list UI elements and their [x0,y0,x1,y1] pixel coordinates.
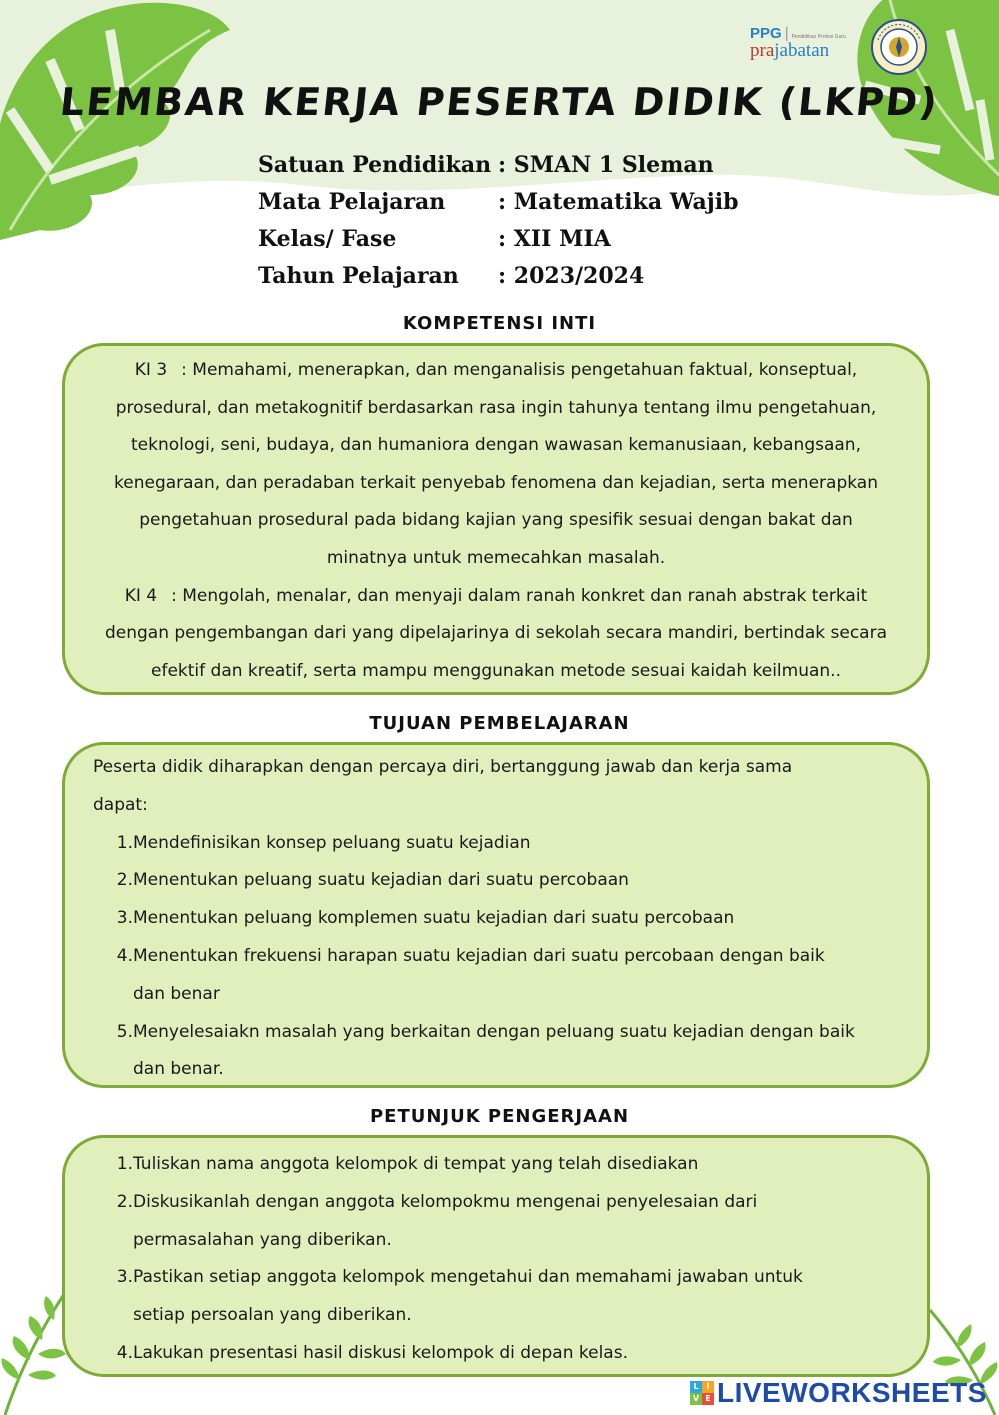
info-row [258,183,739,220]
ki3-text: : Memahami, menerapkan, dan menganalisis pengetahuan faktual, konseptual, [181,360,858,380]
ppg-logo-subtitle: Pendidikan Profesi Guru [791,34,846,40]
list-item-text: Menyelesaiakn masalah yang berkaitan dengan peluang suatu kejadian dengan baik [133,1021,855,1042]
info-block [258,146,739,294]
tujuan-intro-cont: dapat: [93,794,148,815]
info-value: : SMAN 1 Sleman [498,151,714,178]
list-item-number: 3. [116,1267,133,1288]
info-value: : Matematika Wajib [498,188,739,215]
list-item-text: Pastikan setiap anggota kelompok mengetahui dan memahami jawaban untuk [133,1267,803,1288]
list-item-number: 2. [116,870,133,891]
tujuan-box [62,742,930,1088]
ki3-line: minatnya untuk memecahkan masalah. [326,547,666,568]
list-item [115,1146,907,1184]
ki3-line: teknologi, seni, budaya, dan humaniora dengan wawasan kemanusiaan, kebangsaan, [131,435,861,456]
tujuan-list [115,825,907,1090]
list-item-text: Mendefinisikan konsep peluang suatu kejadian [133,832,531,853]
list-item-number: 2. [116,1191,133,1212]
list-item [115,825,907,863]
liveworksheets-logo[interactable] [690,1378,990,1408]
liveworksheets-mark-icon: L I V E [690,1381,714,1405]
list-item-text-cont: permasalahan yang diberikan. [133,1229,392,1250]
info-label: Satuan Pendidikan [258,151,492,178]
list-item-number: 4. [116,1342,133,1363]
info-label: Mata Pelajaran [258,188,446,215]
list-item [115,1335,907,1373]
prajabatan-text-b: jabatan [774,40,830,61]
info-row [258,146,739,183]
ki4-line: efektif dan kreatif, serta mampu menggunakan metode sesuai kaidah keilmuan.. [151,660,841,681]
list-item-text: Diskusikanlah dengan anggota kelompokmu mengenai penyelesaian dari [133,1191,758,1212]
page-title: LEMBAR KERJA PESERTA DIDIK (LKPD) [57,80,942,124]
info-label: Tahun Pelajaran [258,262,459,289]
list-item [115,938,907,1014]
ki3-line: prosedural, dan metakognitif berdasarkan rasa ingin tahunya tentang ilmu pengetahuan, [115,397,877,418]
tujuan-intro: Peserta didik diharapkan dengan percaya diri, bertanggung jawab dan kerja sama [93,757,793,777]
ki4-label: KI 4 [124,585,158,606]
tujuan-heading: TUJUAN PEMBELAJARAN [369,713,630,734]
ppg-prajabatan-logo: PPG | Pendidikan Profesi Guru prajabatan [750,25,846,61]
list-item-number: 1. [116,1154,133,1174]
petunjuk-heading: PETUNJUK PENGERJAAN [369,1106,630,1127]
ki4-first-line [79,578,913,616]
list-item-text-cont: setiap persoalan yang diberikan. [133,1305,412,1326]
prajabatan-text-a: pra [750,40,775,61]
info-row [258,220,739,257]
info-value: : XII MIA [498,225,611,252]
list-item [115,900,907,938]
list-item-text-cont: dan benar [133,983,220,1004]
ppg-logo-text: PPG [750,25,782,42]
list-item-text-cont: dan benar. [133,1059,224,1080]
kompetensi-box [62,343,930,695]
ki3-line: pengetahuan prosedural pada bidang kajian yang spesifik sesuai dengan bakat dan [139,510,853,531]
list-item-number: 1. [116,832,133,853]
list-item-number: 5. [116,1021,133,1042]
list-item [115,1184,907,1260]
list-item [115,1014,907,1090]
ki3-line: kenegaraan, dan peradaban terkait penyebab fenomena dan kejadian, serta menerapkan [114,472,878,493]
list-item-text: Lakukan presentasi hasil diskusi kelompok di depan kelas. [133,1342,628,1363]
petunjuk-list [115,1146,907,1373]
liveworksheets-brand: LIVEWORKSHEETS [717,1377,987,1408]
list-item-number: 3. [116,908,133,929]
list-item-text: Menentukan frekuensi harapan suatu kejadian dari suatu percobaan dengan baik [133,945,825,966]
ki3-first-line [79,352,913,390]
ki3-label: KI 3 [134,360,168,380]
list-item-text: Tuliskan nama anggota kelompok di tempat yang telah disediakan [133,1154,699,1174]
list-item [115,862,907,900]
monstera-leaf-left-icon [0,0,240,260]
petunjuk-box [62,1135,930,1377]
list-item-number: 4. [116,945,133,966]
list-item-text: Menentukan peluang komplemen suatu kejadian dari suatu percobaan [133,908,735,929]
list-item [115,1259,907,1335]
kompetensi-heading: KOMPETENSI INTI [402,313,597,334]
info-value: : 2023/2024 [498,262,645,289]
info-row [258,257,739,294]
university-seal-icon [870,18,928,76]
ki4-text: : Mengolah, menalar, dan menyaji dalam ranah konkret dan ranah abstrak terkait [171,585,868,606]
info-label: Kelas/ Fase [258,225,397,252]
list-item-text: Menentukan peluang suatu kejadian dari suatu percobaan [133,870,629,891]
ki4-line: dengan pengembangan dari yang dipelajarinya di sekolah secara mandiri, bertindak secara [104,623,888,644]
